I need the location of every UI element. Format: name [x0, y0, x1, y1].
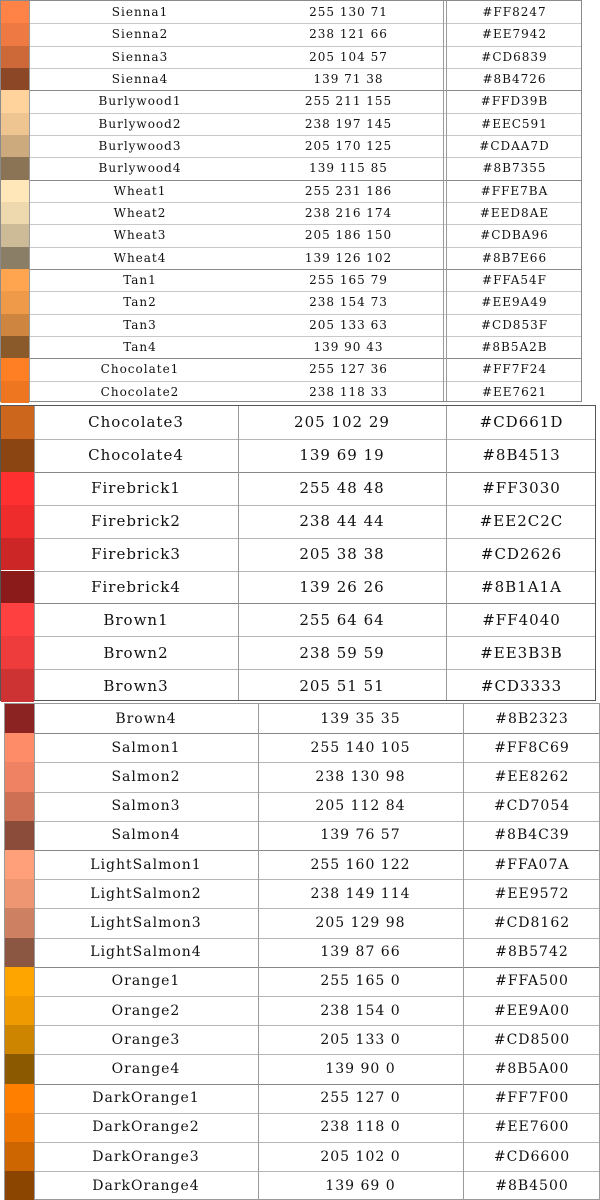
- color-name: Burlywood2: [98, 116, 182, 131]
- color-swatch: [5, 908, 34, 937]
- row-divider: [34, 1171, 599, 1172]
- color-swatch: [5, 1171, 34, 1200]
- color-rgb: 205 186 150: [304, 228, 393, 243]
- color-row-wheat1: [1, 180, 581, 202]
- color-swatch: [5, 704, 34, 733]
- color-row-chocolate3: [1, 406, 595, 439]
- color-swatch: [5, 1025, 34, 1054]
- column-divider: [446, 406, 447, 700]
- row-divider: [34, 669, 595, 670]
- color-hex: #CD6600: [493, 1148, 571, 1165]
- color-hex: #FF7F24: [482, 362, 547, 377]
- row-divider: [34, 571, 595, 572]
- color-rgb: 205 102 29: [294, 413, 390, 432]
- color-rgb: 205 104 57: [309, 49, 388, 64]
- color-swatch: [5, 1084, 34, 1113]
- color-row-sienna1: [1, 1, 581, 23]
- row-divider: [34, 636, 595, 637]
- color-name: Wheat2: [113, 206, 167, 221]
- color-hex: #CD853F: [480, 317, 549, 332]
- row-divider: [29, 113, 581, 114]
- color-hex: #8B5A00: [494, 1060, 570, 1077]
- row-divider: [34, 792, 599, 793]
- color-hex: #EE2C2C: [479, 512, 564, 531]
- color-row-brown4: [5, 704, 599, 733]
- color-hex: #8B7355: [482, 161, 547, 176]
- color-swatch: [1, 669, 34, 702]
- row-divider: [34, 762, 599, 763]
- color-hex: #8B4513: [482, 446, 561, 465]
- color-row-darkorange2: [5, 1113, 599, 1142]
- row-divider: [29, 202, 581, 203]
- color-name: DarkOrange4: [92, 1177, 200, 1194]
- color-rgb: 238 121 66: [309, 27, 388, 42]
- row-divider: [34, 1142, 599, 1143]
- color-swatch: [5, 850, 34, 879]
- color-name: Firebrick3: [91, 545, 181, 564]
- color-name: Tan3: [123, 317, 157, 332]
- color-table-section-2: [0, 405, 596, 701]
- color-rgb: 139 76 57: [320, 827, 401, 844]
- color-row-brown1: [1, 603, 595, 636]
- color-swatch: [5, 1142, 34, 1171]
- color-row-wheat3: [1, 224, 581, 246]
- color-swatch: [1, 603, 34, 636]
- color-hex: #FF4040: [482, 610, 561, 629]
- color-row-sienna4: [1, 68, 581, 90]
- row-divider: [29, 224, 581, 225]
- color-name: Sienna4: [111, 72, 169, 87]
- color-rgb: 139 35 35: [320, 710, 401, 727]
- color-swatch: [5, 1054, 34, 1083]
- color-rgb: 205 102 0: [320, 1148, 401, 1165]
- row-divider: [34, 603, 595, 604]
- color-name: Wheat3: [113, 228, 167, 243]
- color-name: Salmon4: [111, 827, 181, 844]
- color-hex: #EE9572: [494, 885, 570, 902]
- color-row-orange3: [5, 1025, 599, 1054]
- color-row-lightsalmon2: [5, 879, 599, 908]
- row-divider: [34, 967, 599, 968]
- row-divider: [29, 90, 581, 91]
- color-hex: #EE3B3B: [480, 643, 563, 662]
- color-swatch: [5, 762, 34, 791]
- column-divider: [34, 704, 35, 1199]
- column-divider: [34, 406, 35, 700]
- color-row-orange4: [5, 1054, 599, 1083]
- color-row-darkorange1: [5, 1084, 599, 1113]
- color-hex: #EEC591: [481, 116, 548, 131]
- color-swatch: [1, 505, 34, 538]
- color-name: Tan4: [123, 340, 157, 355]
- color-row-wheat4: [1, 247, 581, 269]
- color-rgb: 139 87 66: [320, 944, 401, 961]
- color-hex: #8B2323: [495, 710, 569, 727]
- color-hex: #CD661D: [479, 413, 564, 432]
- row-divider: [29, 157, 581, 158]
- color-swatch: [5, 938, 34, 967]
- color-row-salmon2: [5, 762, 599, 791]
- row-divider: [29, 291, 581, 292]
- row-divider: [34, 850, 599, 851]
- color-rgb: 205 38 38: [299, 545, 385, 564]
- color-rgb: 139 69 0: [325, 1177, 396, 1194]
- color-swatch: [1, 291, 29, 313]
- color-name: Orange3: [111, 1031, 181, 1048]
- color-swatch: [1, 68, 29, 90]
- color-hex: #FFD39B: [480, 94, 549, 109]
- color-hex: #8B7E66: [481, 250, 548, 265]
- row-divider: [29, 336, 581, 337]
- column-divider: [446, 1, 447, 401]
- color-row-brown2: [1, 636, 595, 669]
- color-rgb: 238 44 44: [299, 512, 385, 531]
- row-divider: [34, 472, 595, 473]
- color-name: Orange4: [111, 1060, 181, 1077]
- color-row-chocolate1: [1, 358, 581, 380]
- row-divider: [29, 269, 581, 270]
- row-divider: [29, 247, 581, 248]
- color-row-burlywood4: [1, 157, 581, 179]
- color-swatch: [1, 472, 34, 505]
- color-hex: #EE7600: [494, 1119, 570, 1136]
- color-rgb: 205 170 125: [304, 139, 393, 154]
- row-divider: [34, 996, 599, 997]
- column-divider: [463, 704, 464, 1199]
- color-hex: #8B4500: [495, 1177, 569, 1194]
- color-rgb: 139 26 26: [299, 577, 385, 596]
- color-rgb: 139 90 43: [313, 340, 384, 355]
- color-swatch: [1, 358, 29, 380]
- row-divider: [34, 505, 595, 506]
- color-table-section-3: [4, 703, 600, 1200]
- color-rgb: 255 127 0: [320, 1090, 401, 1107]
- color-hex: #FF3030: [482, 479, 561, 498]
- color-hex: #8B1A1A: [481, 577, 562, 596]
- color-rgb: 238 216 174: [304, 206, 393, 221]
- color-hex: #8B4726: [482, 72, 547, 87]
- color-swatch: [5, 996, 34, 1025]
- color-swatch: [1, 247, 29, 269]
- color-name: Salmon3: [111, 798, 181, 815]
- row-divider: [29, 135, 581, 136]
- color-name: Wheat1: [113, 183, 167, 198]
- color-name: LightSalmon2: [90, 885, 202, 902]
- color-name: LightSalmon3: [90, 914, 202, 931]
- color-name: Sienna2: [111, 27, 169, 42]
- row-divider: [29, 68, 581, 69]
- color-rgb: 255 64 64: [299, 610, 385, 629]
- color-rgb: 255 127 36: [309, 362, 388, 377]
- color-rgb: 255 231 186: [304, 183, 393, 198]
- color-swatch: [5, 967, 34, 996]
- color-hex: #FFE7BA: [480, 183, 549, 198]
- color-hex: #FFA07A: [494, 856, 570, 873]
- color-name: Firebrick1: [91, 479, 181, 498]
- color-hex: #CD2626: [480, 545, 563, 564]
- color-hex: #EED8AE: [479, 206, 550, 221]
- color-hex: #8B5A2B: [481, 340, 548, 355]
- color-swatch: [1, 157, 29, 179]
- color-name: Salmon1: [111, 739, 181, 756]
- color-rgb: 139 126 102: [304, 250, 393, 265]
- color-row-firebrick1: [1, 472, 595, 505]
- color-swatch: [1, 180, 29, 202]
- color-hex: #8B5742: [495, 944, 569, 961]
- color-row-darkorange3: [5, 1142, 599, 1171]
- color-hex: #EE8262: [494, 768, 570, 785]
- column-divider: [238, 406, 239, 700]
- color-rgb: 205 112 84: [315, 798, 406, 815]
- color-name: Chocolate4: [88, 446, 184, 465]
- color-name: DarkOrange3: [92, 1148, 200, 1165]
- color-name: Sienna3: [111, 49, 169, 64]
- color-swatch: [1, 381, 29, 403]
- color-row-burlywood1: [1, 90, 581, 112]
- color-row-tan4: [1, 336, 581, 358]
- color-rgb: 255 165 79: [309, 273, 388, 288]
- color-name: DarkOrange1: [92, 1090, 200, 1107]
- color-rgb: 255 130 71: [309, 5, 388, 20]
- color-swatch: [1, 46, 29, 68]
- color-rgb: 139 90 0: [325, 1060, 396, 1077]
- color-row-lightsalmon3: [5, 908, 599, 937]
- row-divider: [34, 439, 595, 440]
- color-row-firebrick2: [1, 505, 595, 538]
- color-rgb: 238 130 98: [315, 768, 406, 785]
- color-swatch: [1, 202, 29, 224]
- color-rgb: 139 71 38: [313, 72, 384, 87]
- color-row-orange2: [5, 996, 599, 1025]
- color-hex: #8B4C39: [494, 827, 570, 844]
- color-row-tan1: [1, 269, 581, 291]
- color-hex: #CDBA96: [480, 228, 549, 243]
- color-row-orange1: [5, 967, 599, 996]
- color-swatch: [1, 571, 34, 604]
- color-name: Chocolate1: [100, 362, 180, 377]
- row-divider: [34, 908, 599, 909]
- color-row-chocolate4: [1, 439, 595, 472]
- color-name: Brown1: [103, 610, 169, 629]
- color-rgb: 238 197 145: [304, 116, 393, 131]
- color-swatch: [1, 135, 29, 157]
- color-swatch: [5, 792, 34, 821]
- color-rgb: 139 69 19: [299, 446, 385, 465]
- color-rgb: 238 154 73: [309, 295, 388, 310]
- color-hex: #CD7054: [493, 798, 571, 815]
- color-rgb: 255 48 48: [299, 479, 385, 498]
- color-rgb: 205 133 0: [320, 1031, 401, 1048]
- row-divider: [29, 23, 581, 24]
- column-divider: [258, 704, 259, 1199]
- color-rgb: 255 211 155: [304, 94, 393, 109]
- color-hex: #FFA500: [495, 973, 569, 990]
- color-hex: #CDAA7D: [479, 139, 550, 154]
- color-row-firebrick4: [1, 571, 595, 604]
- color-rgb: 255 160 122: [310, 856, 411, 873]
- color-rgb: 238 154 0: [320, 1002, 401, 1019]
- color-rgb: 205 129 98: [315, 914, 406, 931]
- color-hex: #FFA54F: [482, 273, 547, 288]
- row-divider: [34, 879, 599, 880]
- row-divider: [34, 1084, 599, 1085]
- color-row-burlywood2: [1, 113, 581, 135]
- color-swatch: [1, 90, 29, 112]
- row-divider: [34, 1113, 599, 1114]
- color-hex: #FF7F00: [494, 1090, 570, 1107]
- color-hex: #FF8C69: [494, 739, 570, 756]
- color-rgb: 238 149 114: [310, 885, 411, 902]
- color-name: Burlywood1: [98, 94, 182, 109]
- color-swatch: [5, 733, 34, 762]
- column-divider: [29, 1, 30, 401]
- color-hex: #CD6839: [481, 49, 548, 64]
- color-swatch: [1, 336, 29, 358]
- color-rgb: 205 133 63: [309, 317, 388, 332]
- color-hex: #CD8500: [493, 1031, 571, 1048]
- color-row-sienna3: [1, 46, 581, 68]
- color-rgb: 205 51 51: [299, 676, 385, 695]
- color-rgb: 255 165 0: [320, 973, 401, 990]
- color-swatch: [5, 879, 34, 908]
- color-swatch: [1, 269, 29, 291]
- color-name: Brown4: [115, 710, 177, 727]
- color-name: DarkOrange2: [92, 1119, 200, 1136]
- row-divider: [29, 381, 581, 382]
- color-rgb: 139 115 85: [309, 161, 388, 176]
- color-name: Salmon2: [111, 768, 181, 785]
- color-name: Firebrick2: [91, 512, 181, 531]
- color-swatch: [1, 113, 29, 135]
- row-divider: [34, 1025, 599, 1026]
- color-swatch: [1, 314, 29, 336]
- row-divider: [29, 180, 581, 181]
- color-name: Chocolate2: [100, 384, 180, 399]
- color-rgb: 255 140 105: [310, 739, 411, 756]
- color-swatch: [1, 224, 29, 246]
- color-row-lightsalmon4: [5, 938, 599, 967]
- color-swatch: [1, 538, 34, 571]
- color-rgb: 238 118 33: [309, 384, 388, 399]
- color-row-sienna2: [1, 23, 581, 45]
- color-hex: #EE9A00: [493, 1002, 570, 1019]
- color-row-tan2: [1, 291, 581, 313]
- color-name: Tan2: [123, 295, 157, 310]
- color-row-darkorange4: [5, 1171, 599, 1200]
- color-swatch: [1, 636, 34, 669]
- color-row-salmon1: [5, 733, 599, 762]
- color-swatch: [1, 1, 29, 23]
- color-name: Wheat4: [113, 250, 167, 265]
- row-divider: [34, 733, 599, 734]
- color-name: LightSalmon4: [90, 944, 202, 961]
- row-divider: [34, 821, 599, 822]
- color-swatch: [1, 23, 29, 45]
- color-rgb: 238 118 0: [320, 1119, 401, 1136]
- color-row-wheat2: [1, 202, 581, 224]
- color-name: Burlywood4: [98, 161, 182, 176]
- row-divider: [34, 938, 599, 939]
- column-divider: [443, 1, 444, 401]
- color-name: Firebrick4: [91, 577, 181, 596]
- color-name: Orange2: [111, 1002, 181, 1019]
- color-name: Chocolate3: [88, 413, 184, 432]
- row-divider: [34, 1054, 599, 1055]
- color-name: Tan1: [123, 273, 157, 288]
- color-row-burlywood3: [1, 135, 581, 157]
- color-hex: #CD8162: [493, 914, 571, 931]
- color-row-tan3: [1, 314, 581, 336]
- color-hex: #EE9A49: [481, 295, 548, 310]
- color-row-salmon3: [5, 792, 599, 821]
- color-row-chocolate2: [1, 381, 581, 403]
- color-swatch: [5, 1113, 34, 1142]
- color-row-lightsalmon1: [5, 850, 599, 879]
- color-swatch: [1, 406, 34, 439]
- color-name: Brown3: [103, 676, 169, 695]
- color-swatch: [5, 821, 34, 850]
- color-hex: #EE7942: [481, 27, 548, 42]
- color-rgb: 238 59 59: [299, 643, 385, 662]
- color-name: Brown2: [103, 643, 169, 662]
- color-hex: #FF8247: [482, 5, 547, 20]
- color-row-firebrick3: [1, 538, 595, 571]
- row-divider: [29, 314, 581, 315]
- row-divider: [34, 538, 595, 539]
- color-swatch: [1, 439, 34, 472]
- color-hex: #CD3333: [480, 676, 563, 695]
- color-hex: #EE7621: [481, 384, 548, 399]
- color-name: Sienna1: [111, 5, 169, 20]
- color-row-brown3: [1, 669, 595, 702]
- color-row-salmon4: [5, 821, 599, 850]
- color-table-section-1: [0, 0, 582, 402]
- row-divider: [29, 46, 581, 47]
- color-name: Orange1: [111, 973, 181, 990]
- color-name: Burlywood3: [98, 139, 182, 154]
- row-divider: [29, 358, 581, 359]
- color-name: LightSalmon1: [90, 856, 202, 873]
